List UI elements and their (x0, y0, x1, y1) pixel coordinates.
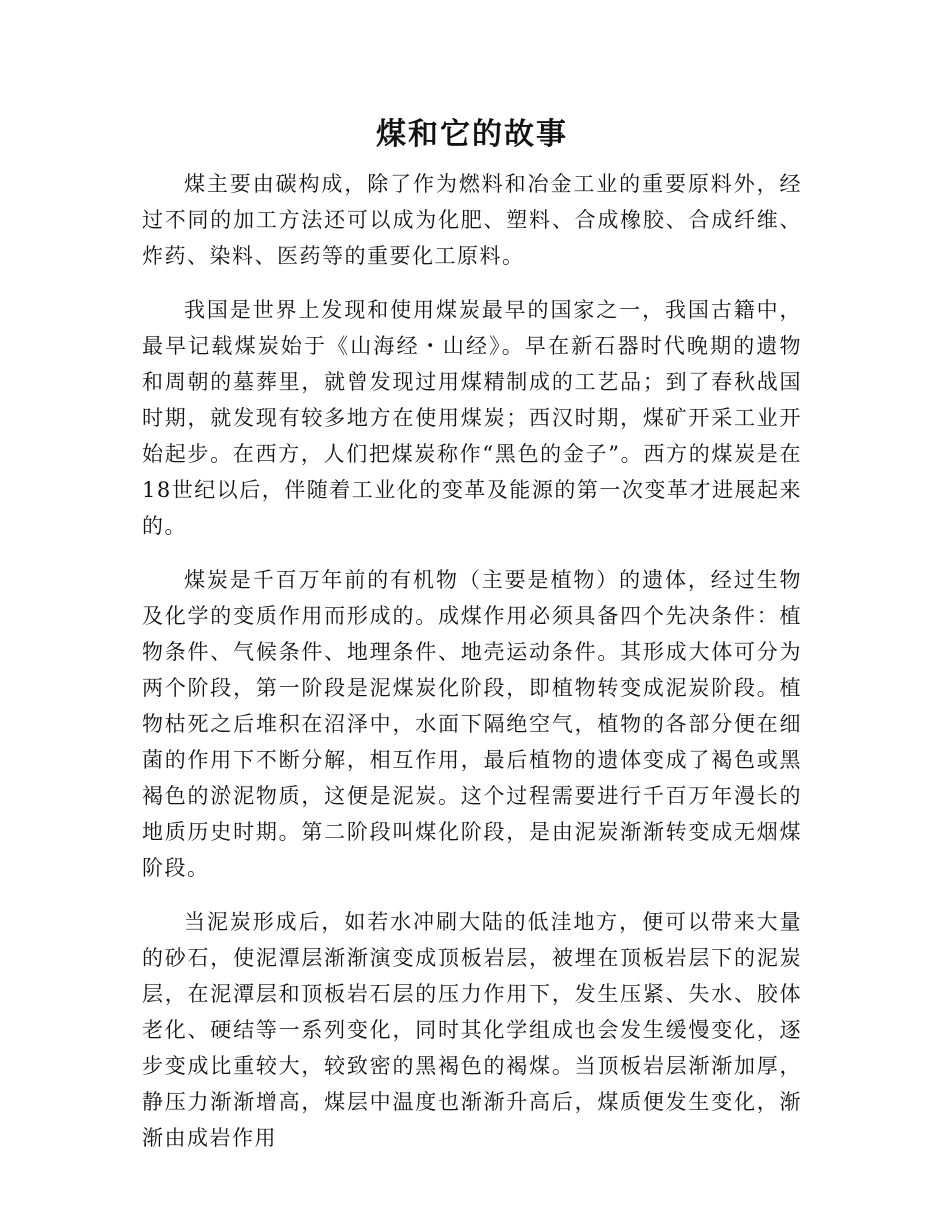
page-title: 煤和它的故事 (376, 117, 568, 152)
paragraph-3: 煤炭是千百万年前的有机物（主要是植物）的遗体，经过生物及化学的变质作用而形成的。成煤作用必须具备四个先决条件：植物条件、气候条件、地理条件、地壳运动条件。其形成大体可分为两个阶段，第一阶段是泥煤炭化阶段，即植物转变成泥炭阶段。植物枯死之后堆积在沼泽中，水面下隔绝空气，植物的各部分便在细菌的作用下不断分解，相互作用，最后植物的遗体变成了褐色或黑褐色的淤泥物质，这便是泥炭。这个过程需要进行千百万年漫长的地质历史时期。第二阶段叫煤化阶段，是由泥炭渐渐转变成无烟煤阶段。 (142, 568, 802, 880)
document-body (142, 108, 802, 1174)
paragraph-2: 我国是世界上发现和使用煤炭最早的国家之一，我国古籍中，最早记载煤炭始于《山海经・山经》。早在新石器时代晚期的遗物和周朝的墓葬里，就曾发现过用煤精制成的工艺品；到了春秋战国时期，就发现有较多地方在使用煤炭；西汉时期，煤矿开采工业开始起步。在西方，人们把煤炭称作“黑色的金子”。西方的煤炭是在18世纪以后，伴随着工业化的变革及能源的第一次变革才进展起来的。 (142, 298, 802, 538)
paragraph-1: 煤主要由碳构成，除了作为燃料和冶金工业的重要原料外，经过不同的加工方法还可以成为化肥、塑料、合成橡胶、合成纤维、炸药、染料、医药等的重要化工原料。 (142, 172, 802, 268)
paragraph-4: 当泥炭形成后，如若水冲刷大陆的低洼地方，便可以带来大量的砂石，使泥潭层渐渐演变成顶板岩层，被埋在顶板岩层下的泥炭层，在泥潭层和顶板岩石层的压力作用下，发生压紧、失水、胶体老化、硬结等一系列变化，同时其化学组成也会发生缓慢变化，逐步变成比重较大，较致密的黑褐色的褐煤。当顶板岩层渐渐加厚，静压力渐渐增高，煤层中温度也渐渐升高后，煤质便发生变化，渐渐由成岩作用 (142, 910, 802, 1150)
